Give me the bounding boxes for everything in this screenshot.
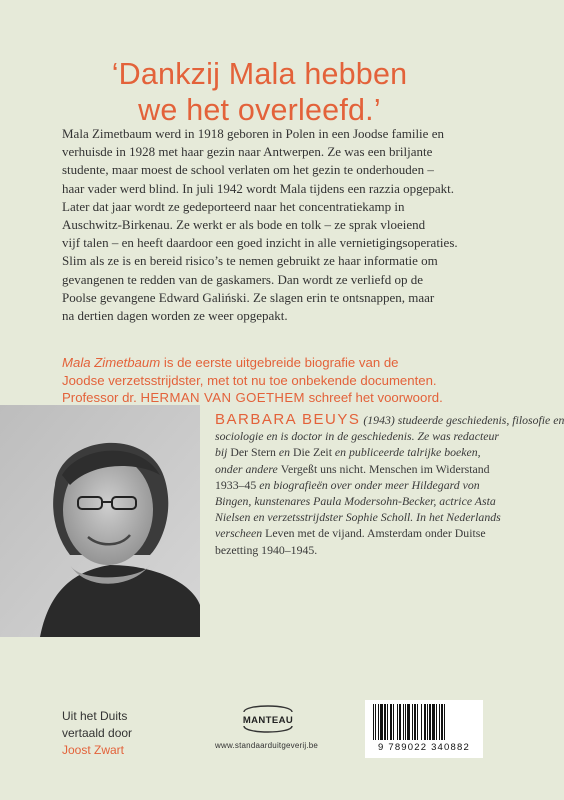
summary-line: Slim als ze is en bereid risico’s te nemen gebruikt ze haar informatie om <box>62 253 438 269</box>
promo-line-3 <box>62 389 492 407</box>
barcode-bar <box>384 704 386 740</box>
publisher-logo <box>238 702 298 736</box>
barcode-bar <box>412 704 413 740</box>
bio-line <box>215 411 564 428</box>
promo-line-3-start: Professor dr. <box>62 390 141 405</box>
bio-title: Vergeßt uns nicht. Menschen im Widerstand <box>280 461 490 476</box>
summary-line: Mala Zimetbaum werd in 1918 geboren in Polen in een Joodse familie en <box>62 126 444 141</box>
promo-text <box>62 354 492 407</box>
barcode-bar <box>427 704 428 740</box>
bio-text: Bingen, kunstenares Paula Modersohn-Becker, actrice Asta <box>215 494 496 509</box>
barcode-bar <box>380 704 383 740</box>
summary-line: studente, maar moest de school verlaten om het gezin te onderhouden – <box>62 162 434 178</box>
summary-line: Poolse gevangene Edward Galiński. Ze slagen erin te ontsnappen, maar <box>62 289 435 305</box>
summary-line: Later dat jaar wordt ze gedeporteerd naar het concentratiekamp in <box>62 198 405 214</box>
bio-line <box>215 461 515 477</box>
barcode-bar <box>429 704 431 740</box>
bio-line <box>215 477 515 493</box>
summary-line: haar vader werd blind. In juli 1942 wordt Mala tijdens een razzia opgepakt. <box>62 180 455 196</box>
bio-text: en biografieën over onder meer Hildegard von <box>256 477 480 492</box>
barcode-bar <box>375 704 376 740</box>
summary-line: na dertien dagen worden ze weer opgepakt. <box>62 308 288 324</box>
promo-line-1-rest: is de eerste uitgebreide biografie van de <box>160 355 399 370</box>
bio-title: bezetting 1940–1945. <box>215 542 318 557</box>
barcode-bar <box>439 704 440 740</box>
summary-line: verhuisde in 1928 met haar gezin naar Antwerpen. Ze was een briljante <box>62 144 433 160</box>
translator-credit <box>62 708 132 759</box>
bio-line <box>215 509 515 525</box>
cover-quote <box>0 56 519 128</box>
barcode-bar <box>424 704 426 740</box>
logo-text: MANTEAU <box>242 715 294 726</box>
quote-line-1: ‘Dankzij Mala hebben <box>111 57 408 91</box>
barcode-bar <box>378 704 379 740</box>
manteau-logo-icon <box>238 702 298 736</box>
bio-line <box>215 444 515 460</box>
quote-line-2: we het overleefd.’ <box>138 93 381 127</box>
bio-title: Der Stern <box>230 445 276 460</box>
barcode-bar <box>417 704 418 740</box>
barcode-bar <box>405 704 406 740</box>
translator-line-2: vertaald door <box>62 726 133 740</box>
barcode-bar <box>373 704 374 740</box>
foreword-author: HERMAN VAN GOETHEM <box>140 390 305 405</box>
barcode-bar <box>444 704 445 740</box>
barcode-bar <box>436 704 437 740</box>
barcode-bar <box>441 704 443 740</box>
bio-text: Nielsen en verzetsstrijdster Sophie Scholl. In het Nederlands <box>215 510 501 525</box>
barcode-bar <box>421 704 422 740</box>
translator-name: Joost Zwart <box>62 743 125 757</box>
isbn-number: 9 789022 340882 <box>365 742 483 753</box>
translator-line-1: Uit het Duits <box>62 709 128 723</box>
bio-text: verscheen <box>215 526 266 541</box>
bio-text: en <box>275 445 293 460</box>
promo-line-1 <box>62 354 492 372</box>
barcode-bar <box>432 704 435 740</box>
bio-text: (1943) studeerde geschiedenis, filosofie en <box>360 413 564 427</box>
book-title: Mala Zimetbaum <box>62 355 161 370</box>
bio-text: onder andere <box>215 461 281 476</box>
bio-title: 1933–45 <box>215 477 257 492</box>
summary-line: gevangenen te redden van de gaskamers. Dan wordt ze verliefd op de <box>62 271 423 287</box>
barcode-bar <box>390 704 392 740</box>
summary-text <box>62 125 482 325</box>
bio-text: bij <box>215 445 231 460</box>
publisher-website: www.standaarduitgeverij.be <box>215 741 319 750</box>
bio-line <box>215 525 515 541</box>
bio-title: Die Zeit <box>293 445 332 460</box>
barcode-bar <box>403 704 404 740</box>
barcode-bar <box>407 704 410 740</box>
barcode-bar <box>397 704 398 740</box>
bio-text: sociologie en is doctor in de geschiedenis. Ze was redacteur <box>215 429 499 444</box>
bio-line <box>215 428 515 444</box>
bio-title: Leven met de vijand. Amsterdam onder Duitse <box>265 526 486 541</box>
summary-line: vijf talen – en heeft daardoor een goed inzicht in alle vernietigingsoperaties. <box>62 235 458 251</box>
author-photo <box>0 405 200 637</box>
summary-line: Auschwitz-Birkenau. Ze werkt er als bode en tolk – ze sprak vloeiend <box>62 217 426 233</box>
promo-line-2: Joodse verzetsstrijdster, met tot nu toe onbekende documenten. <box>62 372 437 388</box>
author-name: BARBARA BEUYS <box>215 411 361 428</box>
barcode-bar <box>399 704 401 740</box>
barcode-bar <box>393 704 394 740</box>
bio-line <box>215 542 515 558</box>
barcode-bars <box>365 700 483 744</box>
promo-line-3-end: schreef het voorwoord. <box>304 390 443 405</box>
author-portrait-image <box>0 405 200 637</box>
bio-text: en publiceerde talrijke boeken, <box>331 445 481 460</box>
barcode-bar <box>414 704 416 740</box>
barcode-bar <box>387 704 388 740</box>
author-bio <box>215 411 564 558</box>
bio-line <box>215 493 515 509</box>
